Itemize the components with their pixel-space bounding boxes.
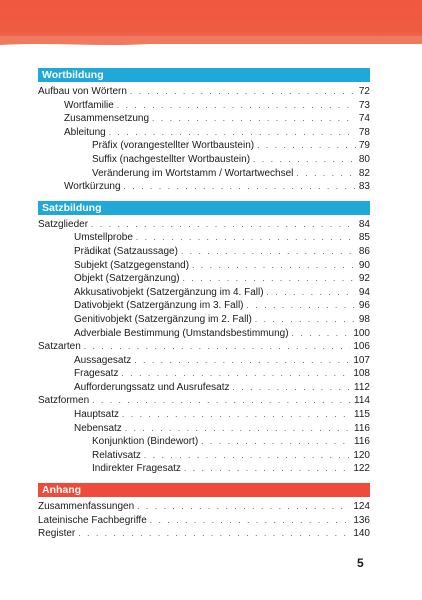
- toc-entry-label: Subjekt (Satzgegenstand): [74, 259, 190, 271]
- toc-entry[interactable]: [38, 153, 370, 167]
- toc-entry-page: 112: [354, 381, 370, 393]
- toc-entry-page: 107: [353, 354, 370, 366]
- toc-entry-page: 116: [354, 436, 370, 448]
- toc-entry-page: 114: [354, 395, 370, 407]
- toc-entry-page: 120: [353, 449, 370, 461]
- toc-entry-page: 85: [358, 232, 370, 244]
- toc-entry[interactable]: [38, 180, 370, 194]
- toc-section: [38, 68, 370, 194]
- toc-entry-label: Satzformen: [38, 395, 90, 407]
- toc-entry-label: Nebensatz: [74, 422, 122, 434]
- dot-leader: [125, 422, 351, 436]
- dot-leader: [257, 139, 356, 153]
- dot-leader: [121, 367, 350, 381]
- dot-leader: [183, 272, 356, 286]
- toc-entry[interactable]: [38, 327, 370, 341]
- toc-entry-page: 82: [358, 167, 370, 179]
- toc-entry-label: Relativsatz: [92, 449, 141, 461]
- toc-entry-label: Register: [38, 528, 76, 540]
- toc-entry-page: 116: [354, 422, 370, 434]
- toc-entry-label: Zusammensetzung: [64, 113, 150, 125]
- toc-entry[interactable]: [38, 139, 370, 153]
- toc-entry-label: Satzglieder: [38, 218, 89, 230]
- toc-entry-label: Zusammenfassungen: [38, 501, 135, 513]
- toc-entry-page: 86: [358, 245, 370, 257]
- dot-leader: [134, 354, 350, 368]
- toc-entry-page: 90: [358, 259, 370, 271]
- section-header: Satzbildung: [38, 201, 370, 215]
- toc-entry-label: Aufforderungssatz und Ausrufesatz: [74, 381, 230, 393]
- dot-leader: [84, 340, 351, 354]
- toc-entry[interactable]: [38, 259, 370, 273]
- toc-entry-page: 84: [358, 218, 370, 230]
- dot-leader: [78, 527, 350, 541]
- toc-entry-label: Genitivobjekt (Satzergänzung im 2. Fall): [74, 313, 252, 325]
- dot-leader: [253, 153, 356, 167]
- dot-leader: [92, 394, 351, 408]
- toc-entry[interactable]: [38, 245, 370, 259]
- toc-entry-page: 140: [353, 528, 370, 540]
- toc-entry-page: 80: [358, 153, 370, 165]
- toc-entry[interactable]: [38, 231, 370, 245]
- toc-entry-label: Suffix (nachgestellter Wortbaustein): [92, 153, 251, 165]
- toc-entry[interactable]: [38, 167, 370, 181]
- dot-leader: [184, 462, 350, 476]
- toc-entry-page: 100: [353, 327, 370, 339]
- toc-entry[interactable]: [38, 435, 370, 449]
- toc-entry-label: Wortkürzung: [64, 181, 121, 193]
- dot-leader: [109, 126, 356, 140]
- toc-entry-label: Lateinische Fachbegriffe: [38, 514, 147, 526]
- toc-entry-label: Prädikat (Satzaussage): [74, 245, 178, 257]
- toc-entry-page: 74: [358, 113, 370, 125]
- section-header: Anhang: [38, 483, 370, 497]
- toc-entry[interactable]: [38, 422, 370, 436]
- toc-entry[interactable]: [38, 408, 370, 422]
- dot-leader: [150, 514, 351, 528]
- toc-entry[interactable]: [38, 527, 370, 541]
- toc-section: [38, 483, 370, 541]
- dot-leader: [122, 408, 351, 422]
- toc-entry-label: Konjunktion (Bindewort): [92, 436, 199, 448]
- toc-entry[interactable]: [38, 272, 370, 286]
- dot-leader: [117, 99, 356, 113]
- toc-entry-label: Akkusativobjekt (Satzergänzung im 4. Fall): [74, 286, 264, 298]
- toc-entry-label: Ableitung: [64, 126, 106, 138]
- toc-entry-label: Umstellprobe: [74, 232, 133, 244]
- toc-entry-page: 98: [358, 313, 370, 325]
- dot-leader: [137, 500, 350, 514]
- toc-entry[interactable]: [38, 85, 370, 99]
- toc-entry[interactable]: [38, 462, 370, 476]
- dot-leader: [232, 381, 351, 395]
- toc-entry-label: Veränderung im Wortstamm / Wortartwechsel: [92, 167, 294, 179]
- toc-entry[interactable]: [38, 340, 370, 354]
- toc-entry-page: 115: [354, 409, 370, 421]
- toc-entry-page: 108: [353, 368, 370, 380]
- page-number: 5: [357, 556, 364, 570]
- band-torn-edge: [0, 36, 422, 48]
- dot-leader: [296, 167, 356, 181]
- toc-entry-page: 106: [353, 341, 370, 353]
- dot-leader: [136, 231, 356, 245]
- toc-entry-page: 94: [358, 286, 370, 298]
- toc-entry-page: 92: [358, 273, 370, 285]
- toc-entry[interactable]: [38, 367, 370, 381]
- toc-entry[interactable]: [38, 126, 370, 140]
- toc-entry-label: Aussagesatz: [74, 354, 132, 366]
- dot-leader: [292, 327, 351, 341]
- dot-leader: [192, 259, 356, 273]
- dot-leader: [201, 435, 351, 449]
- toc-section: [38, 201, 370, 476]
- toc-entry[interactable]: [38, 218, 370, 232]
- dot-leader: [181, 245, 356, 259]
- section-header: Wortbildung: [38, 68, 370, 82]
- dot-leader: [91, 218, 356, 232]
- toc-entry-page: 78: [358, 126, 370, 138]
- toc-entry-label: Satzarten: [38, 341, 81, 353]
- toc-entry[interactable]: [38, 112, 370, 126]
- toc-entry[interactable]: [38, 354, 370, 368]
- dot-leader: [130, 85, 356, 99]
- toc-entry[interactable]: [38, 449, 370, 463]
- toc-entry-page: 96: [358, 300, 370, 312]
- toc-entry[interactable]: [38, 99, 370, 113]
- toc-entry-label: Wortfamilie: [64, 99, 114, 111]
- toc-entry-page: 83: [358, 181, 370, 193]
- dot-leader: [152, 112, 356, 126]
- toc-entry-page: 73: [358, 99, 370, 111]
- toc-entry-page: 72: [358, 86, 370, 97]
- dot-leader: [144, 449, 350, 463]
- dot-leader: [267, 286, 356, 300]
- toc-entry[interactable]: [38, 514, 370, 528]
- toc-entry[interactable]: [38, 394, 370, 408]
- toc-entry[interactable]: [38, 500, 370, 514]
- toc-entry-label: Dativobjekt (Satzergänzung im 3. Fall): [74, 300, 244, 312]
- toc-entry-page: 136: [353, 514, 370, 526]
- toc-entry-label: Aufbau von Wörtern: [38, 86, 127, 97]
- toc-entry-label: Adverbiale Bestimmung (Umstandsbestimmung): [74, 327, 289, 339]
- toc-entry[interactable]: [38, 313, 370, 327]
- toc-entry[interactable]: [38, 299, 370, 313]
- toc-entry[interactable]: [38, 286, 370, 300]
- toc-entry-label: Objekt (Satzergänzung): [74, 273, 180, 285]
- toc-entry-page: 79: [358, 140, 370, 152]
- toc-entry-page: 124: [353, 501, 370, 513]
- dot-leader: [124, 180, 356, 194]
- table-of-contents: [38, 68, 370, 548]
- toc-entry-label: Indirekter Fragesatz: [92, 463, 181, 475]
- toc-entry-label: Präfix (vorangestellter Wortbaustein): [92, 140, 255, 152]
- toc-entry-label: Fragesatz: [74, 368, 119, 380]
- dot-leader: [247, 299, 356, 313]
- toc-entry-label: Hauptsatz: [74, 409, 120, 421]
- toc-entry-page: 122: [353, 463, 370, 475]
- toc-entry[interactable]: [38, 381, 370, 395]
- dot-leader: [255, 313, 356, 327]
